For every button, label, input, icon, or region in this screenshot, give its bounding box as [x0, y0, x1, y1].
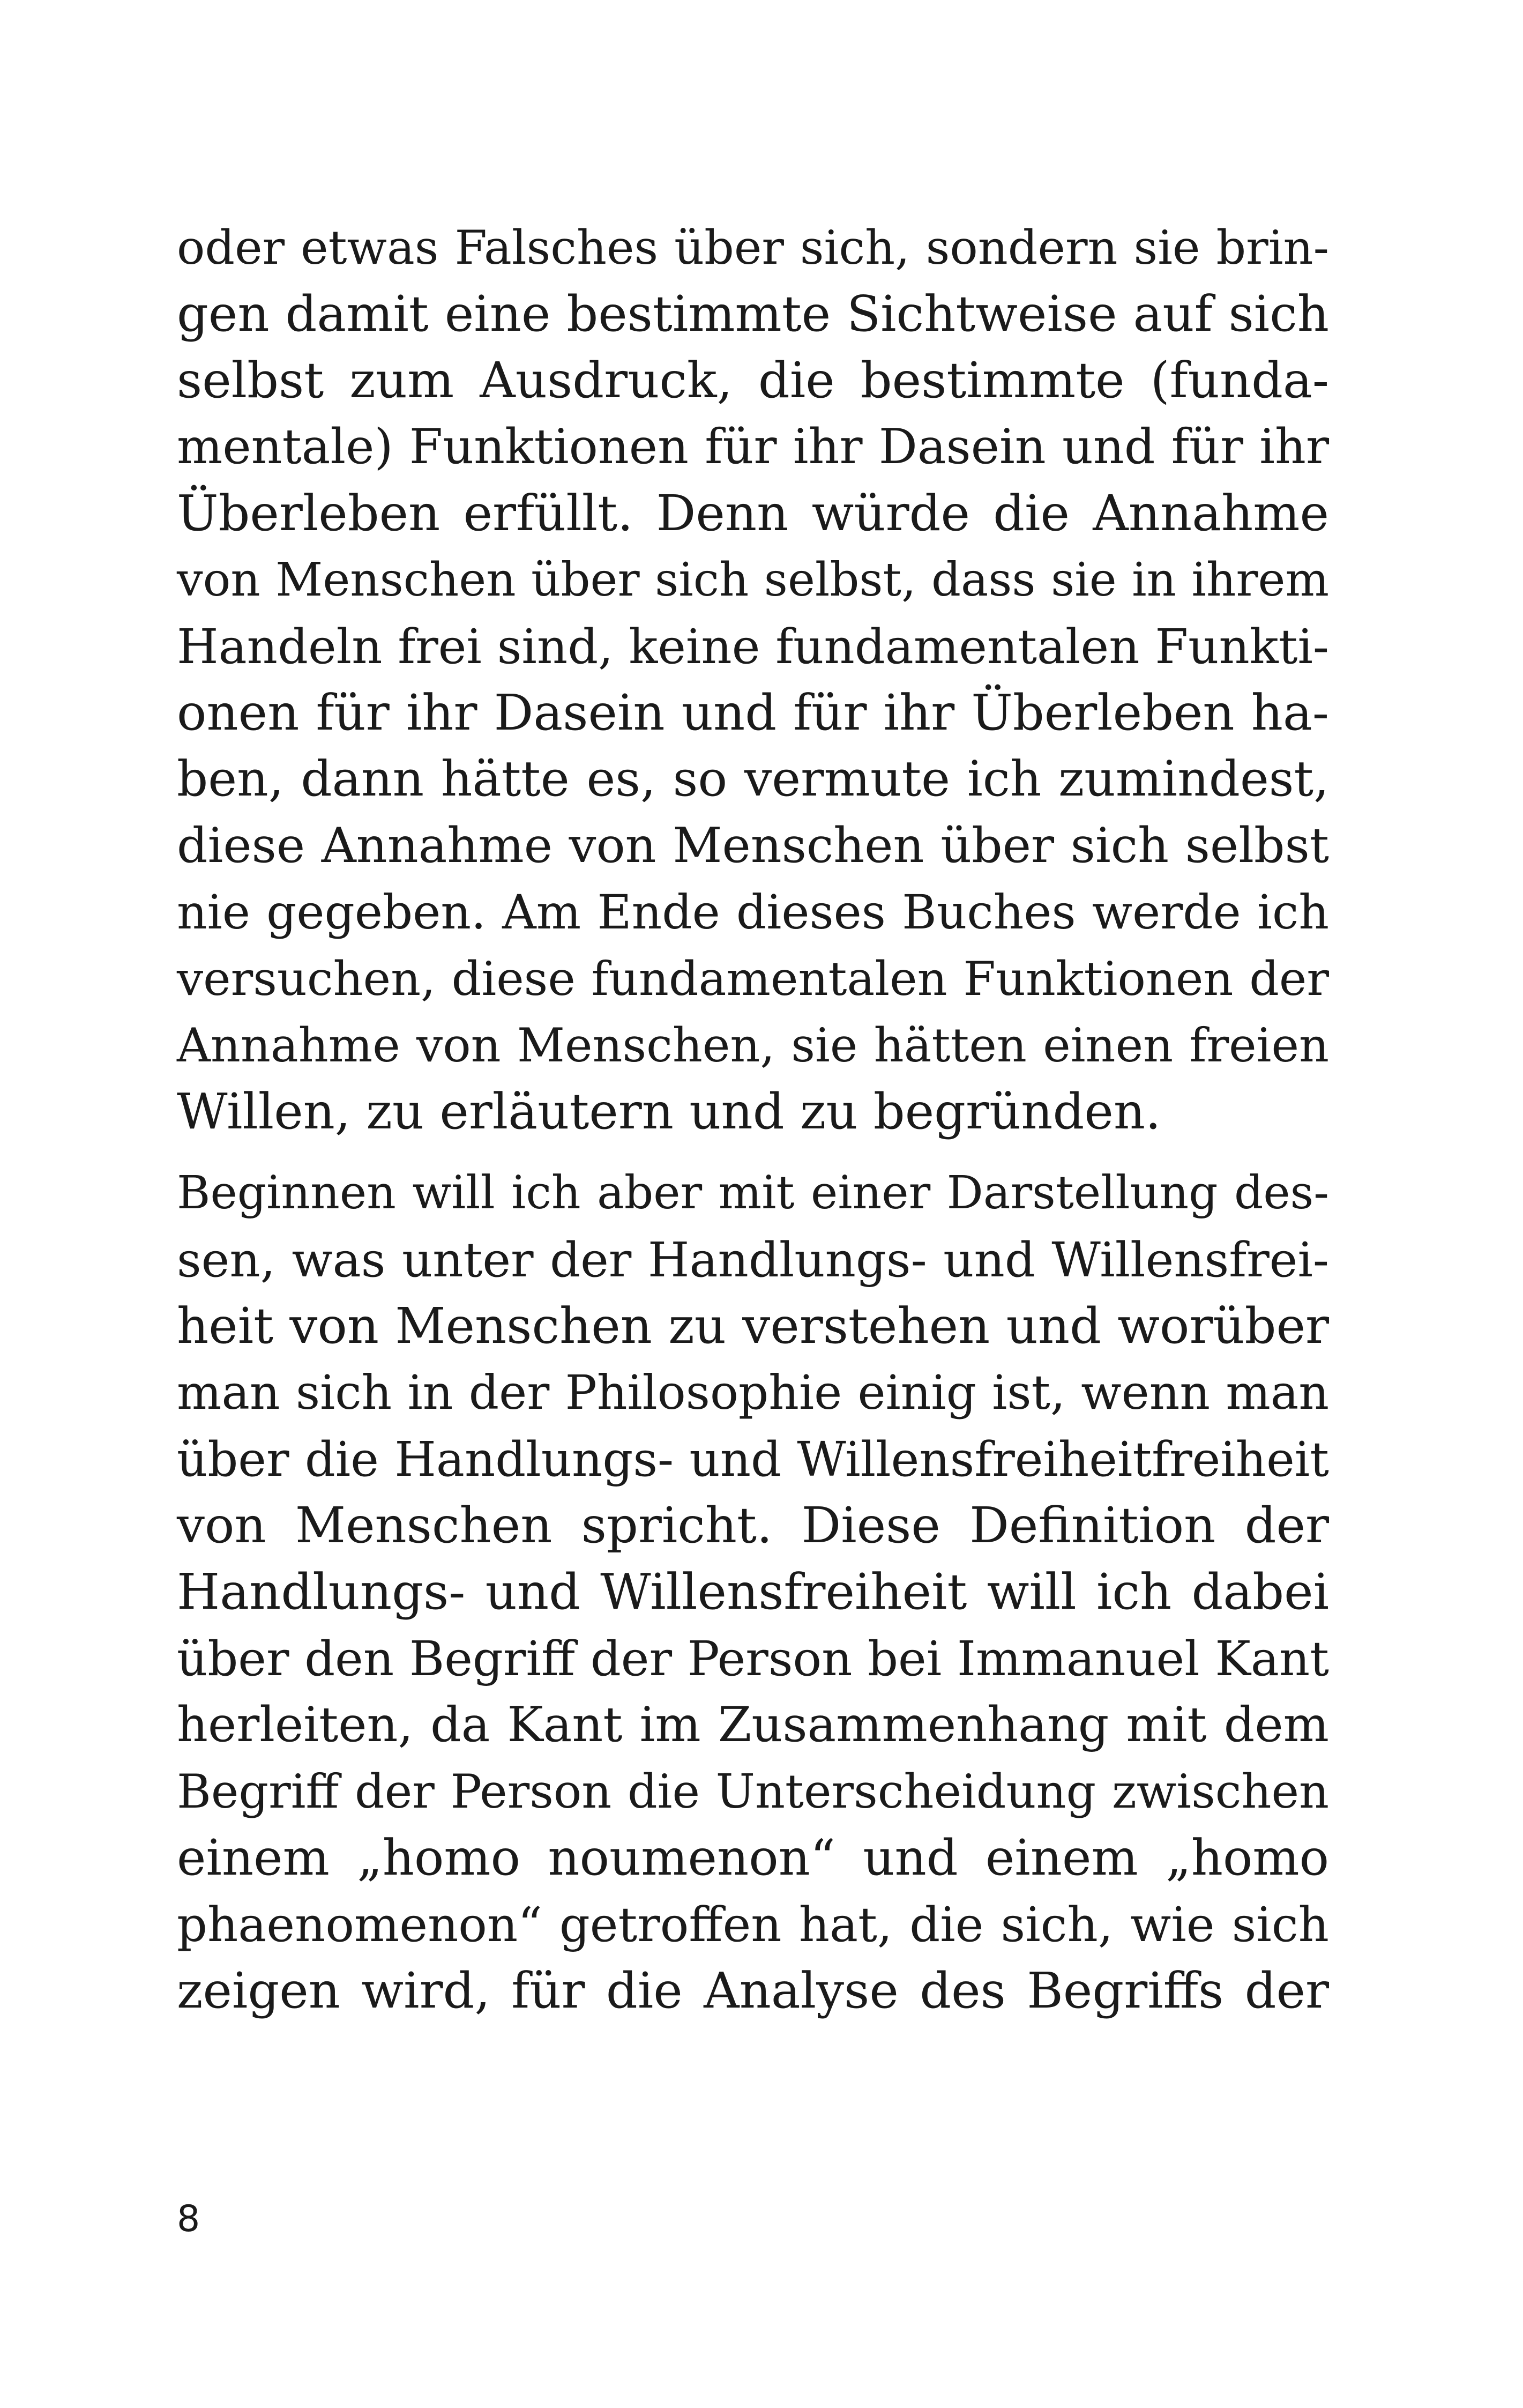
paragraph-gap: [177, 1145, 1329, 1160]
text-line: herleiten, da Kant im Zusammenhang mit dem: [177, 1697, 1329, 1753]
body-text: [177, 214, 1329, 2024]
text-line: Handlungs- und Willensfreiheit will ich dabei: [177, 1563, 1329, 1621]
text-line: heit von Menschen zu verstehen und worüber: [177, 1297, 1329, 1355]
text-line: onen für ihr Dasein und für ihr Überleben ha-: [177, 684, 1329, 741]
page-number: 8: [177, 2198, 200, 2240]
text-line: diese Annahme von Menschen über sich selbst: [177, 817, 1329, 874]
text-line: über den Begriff der Person bei Immanuel Kant: [177, 1631, 1329, 1686]
paragraph-1: [177, 214, 1329, 1145]
text-line: gen damit eine bestimmte Sichtweise auf sich: [177, 285, 1329, 343]
text-line: mentale) Funktionen für ihr Dasein und für ihr: [177, 419, 1329, 475]
text-line: versuchen, diese fundamentalen Funktionen der: [177, 952, 1329, 1006]
text-line: sen, was unter der Handlungs- und Willensfrei-: [177, 1232, 1329, 1288]
paragraph-2: [177, 1160, 1329, 2024]
text-line: Annahme von Menschen, sie hätten einen freien: [177, 1018, 1329, 1073]
text-line: oder etwas Falsches über sich, sondern sie brin-: [177, 220, 1329, 275]
text-line: Willen, zu erläutern und zu begründen.: [177, 1083, 1161, 1140]
text-line: Beginnen will ich aber mit einer Darstellung des-: [177, 1166, 1329, 1220]
text-line: Begriff der Person die Unterscheidung zwischen: [177, 1764, 1329, 1819]
text-line: selbst zum Ausdruck, die bestimmte (funda-: [177, 352, 1329, 409]
text-line: Handeln frei sind, keine fundamentalen Funkti-: [177, 619, 1329, 674]
text-line: ben, dann hätte es, so vermute ich zumindest,: [177, 751, 1329, 807]
text-line: von Menschen über sich selbst, dass sie in ihrem: [177, 553, 1329, 607]
text-line: phaenomenon“ getroffen hat, die sich, wie sich: [177, 1897, 1329, 1952]
text-line: nie gegeben. Am Ende dieses Buches werde ich: [177, 885, 1329, 940]
text-line: man sich in der Philosophie einig ist, wenn man: [177, 1365, 1329, 1420]
text-line: von Menschen spricht. Diese Definition der: [177, 1497, 1329, 1554]
text-line: Überleben erfüllt. Denn würde die Annahme: [177, 485, 1329, 542]
text-line: zeigen wird, für die Analyse des Begriffs der: [177, 1962, 1329, 2019]
text-line: einem „homo noumenon“ und einem „homo: [177, 1829, 1329, 1886]
text-line: über die Handlungs- und Willensfreiheitfreiheit: [177, 1431, 1329, 1487]
